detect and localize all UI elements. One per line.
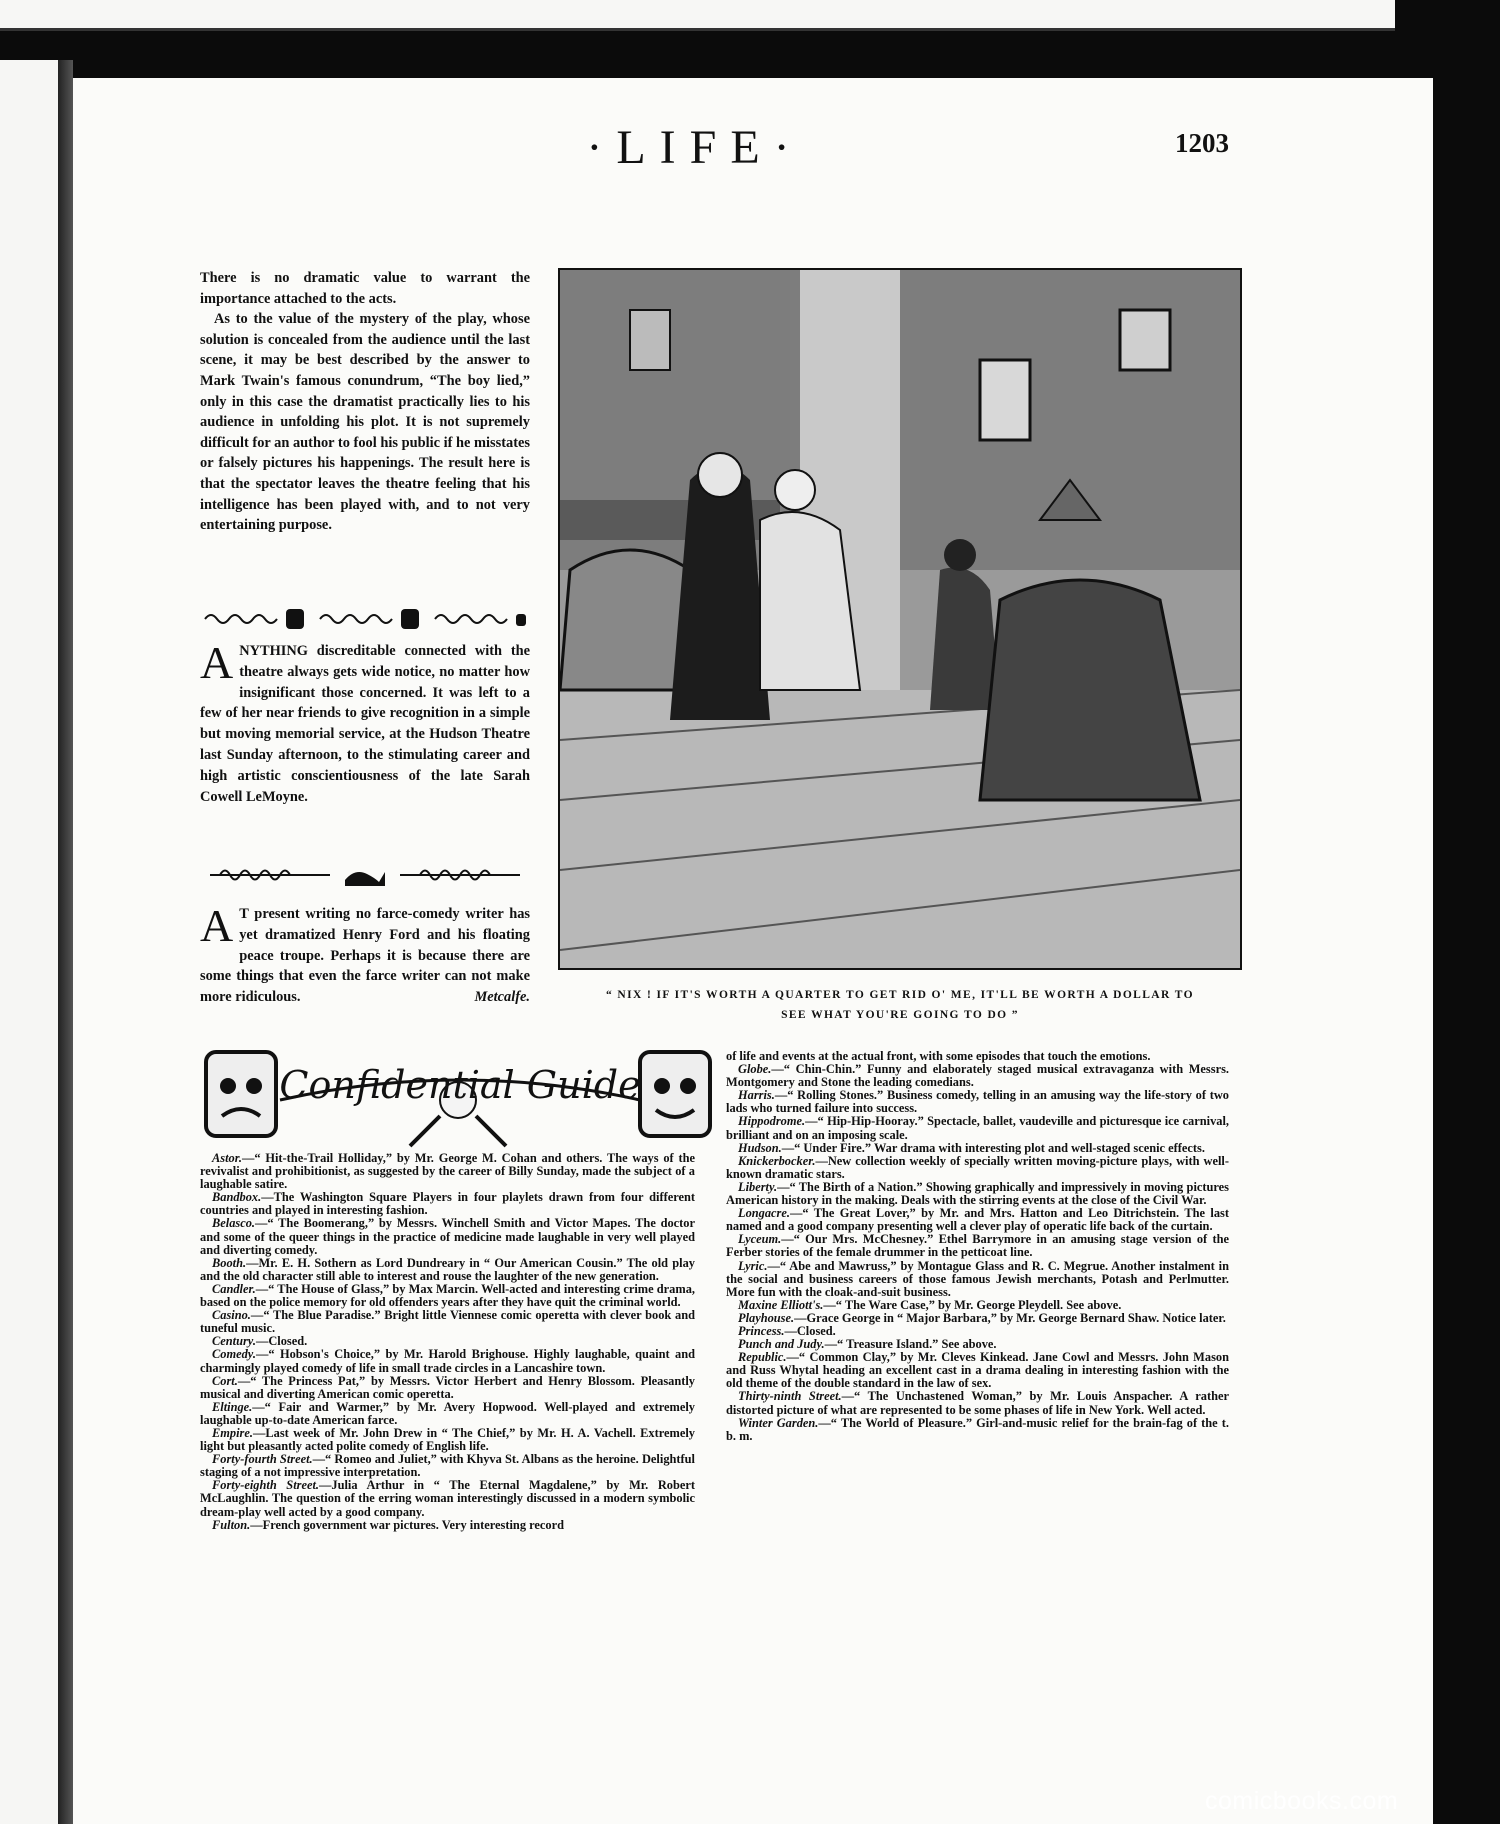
theatre-name: Empire. — [212, 1425, 253, 1440]
entry-text: —“ The Blue Paradise.” Bright little Viennese comic operetta with clever book and tuneful music. — [200, 1308, 695, 1336]
review-paragraph: As to the value of the mystery of the play, whose solution is concealed from the audience until the last scene, it may be best described by the answer to Mark Twain's famous conundrum, “The boy lied,” only in this case the dramatist practically lies to his audience in unfolding his plot. It is not supremely difficult for an author to fool his public if he misstates or falsely pictures his happenings. The result here is that the spectator leaves the theatre feeling that his intelligence has been played with, and to not very entertaining purpose. — [200, 311, 530, 534]
page-number: 1203 — [1175, 128, 1229, 158]
entry-text: —New collection weekly of specially written moving-picture plays, with well-known dramatic stars. — [726, 1153, 1229, 1181]
entry-text: —“ Common Clay,” by Mr. Cleves Kinkead. Jane Cowl and Messrs. John Mason and Russ Whytal heading an excellent cast in a drama dealing in interesting fashion with the old theme of the double standard in the law of sex. — [726, 1350, 1229, 1391]
guide-entry — [726, 1417, 1229, 1443]
theatre-name: Winter Garden. — [738, 1415, 819, 1430]
news-item-body: T present writing no farce-comedy writer has yet dramatized Henry Ford and his floating peace troupe. Perhaps it is because there are some things that even the farce writer can not make more ridiculous. — [200, 906, 530, 1006]
entry-text: —Closed. — [784, 1323, 836, 1338]
entry-text: —“ The Princess Pat,” by Messrs. Victor Herbert and Henry Blossom. Pleasantly musical and diverting American comic operetta. — [200, 1373, 695, 1401]
theatre-name: Hippodrome. — [738, 1114, 806, 1129]
news-item-text: NYTHING discreditable connected with the theatre always gets wide notice, no matter how insignificant those concerned. It was left to a few of her near friends to give recognition in a simple but moving memorial service, at the Hudson Theatre last Sunday afternoon, to the stimulating career and high artistic conscientiousness of the late Sarah Cowell LeMoyne. — [200, 643, 530, 805]
review-column — [200, 268, 530, 536]
theatre-name: Booth. — [212, 1255, 247, 1270]
entry-text: —“ The Unchastened Woman,” by Mr. Louis Anspacher. A rather distorted picture of what are represented to be some phases of life in New York. Well acted. — [726, 1389, 1229, 1417]
entry-text: —“ The Birth of a Nation.” Showing graphically and impressively in moving pictures American history in the making. Deals with the stirring events at the close of the Civil War. — [726, 1179, 1229, 1208]
theatre-name: Princess. — [738, 1323, 785, 1338]
entry-text: —“ Chin-Chin.” Funny and elaborately staged musical extravaganza with Messrs. Montgomery and Stone the leading comedians. — [726, 1062, 1229, 1090]
guide-entry-continuation: of life and events at the actual front, with some episodes that touch the emotions. — [726, 1049, 1151, 1063]
theatre-name: Lyric. — [738, 1258, 768, 1273]
illustration-caption — [560, 985, 1240, 1025]
entry-text: —“ The House of Glass,” by Max Marcin. Well-acted and interesting crime drama, based on the police memory for old offenders years after they have quit the criminal world. — [200, 1281, 695, 1310]
guide-entry — [726, 1207, 1229, 1233]
guide-entry — [726, 1181, 1229, 1207]
guide-entry — [200, 1401, 695, 1427]
entry-text: —“ The World of Pleasure.” Girl-and-music relief for the brain-fag of the t. b. m. — [726, 1415, 1229, 1443]
theatre-name: Liberty. — [738, 1179, 778, 1194]
guide-entry — [200, 1375, 695, 1401]
theatre-name: Candler. — [212, 1281, 256, 1296]
entry-text: —“ Our Mrs. McChesney.” Ethel Barrymore in an amusing stage version of the Ferber stories of the female drummer in the petticoat line. — [726, 1232, 1229, 1260]
entry-text: —French government war pictures. Very interesting record — [250, 1517, 564, 1532]
theatre-name: Knickerbocker. — [738, 1153, 816, 1168]
gutter-shadow — [58, 60, 73, 1824]
guide-entry — [200, 1348, 695, 1374]
guide-entry — [726, 1233, 1229, 1259]
entry-text: —“ Fair and Warmer,” by Mr. Avery Hopwood. Well-played and extremely laughable up-to-date American farce. — [200, 1399, 695, 1427]
theatre-name: Longacre. — [738, 1206, 790, 1221]
guide-entry — [200, 1453, 695, 1479]
guide-column-left — [200, 1152, 695, 1532]
guide-entry — [200, 1257, 695, 1283]
guide-column-right — [726, 1050, 1229, 1443]
guide-entry — [200, 1152, 695, 1191]
entry-text: —Last week of Mr. John Drew in “ The Chief,” by Mr. H. A. Vachell. Extremely light but pleasantly acted polite comedy of English life. — [200, 1425, 695, 1454]
guide-entry — [200, 1283, 695, 1309]
review-paragraph: There is no dramatic value to warrant the importance attached to the acts. — [200, 270, 530, 307]
guide-entry — [200, 1519, 695, 1532]
entry-text: —“ Hobson's Choice,” by Mr. Harold Brighouse. Highly laughable, quaint and charmingly played comedy of life in small trade circles in a Lancashire town. — [200, 1347, 695, 1375]
news-item-farce — [200, 900, 530, 1008]
entry-text: —“ Hip-Hip-Hooray.” Spectacle, ballet, vaudeville and picturesque ice carnival, brilliant and on an imposing scale. — [726, 1114, 1229, 1142]
site-watermark: comicbooks.com — [1205, 1787, 1399, 1815]
guide-entry — [200, 1309, 695, 1335]
theatre-name: Forty-fourth Street. — [212, 1452, 313, 1467]
caption-line: SEE WHAT YOU'RE GOING TO DO ” — [781, 1009, 1019, 1021]
guide-entry — [200, 1191, 695, 1217]
theatre-name: Comedy. — [212, 1347, 256, 1362]
masthead: ·LIFE· — [586, 121, 804, 174]
drop-cap: A — [200, 637, 234, 688]
theatre-name: Harris. — [738, 1088, 775, 1103]
theatre-name: Century. — [212, 1334, 256, 1349]
theatre-name: Casino. — [212, 1308, 251, 1323]
guide-entry — [200, 1479, 695, 1518]
guide-entry — [726, 1390, 1229, 1416]
theatre-name: Eltinge. — [212, 1399, 253, 1414]
confidential-guide-logo — [200, 1040, 720, 1152]
entry-text: —“ The Great Lover,” by Mr. and Mrs. Hatton and Leo Ditrichstein. The last named and a good company presenting well a clever play of operatic life back of the curtain. — [726, 1206, 1229, 1234]
entry-text: —Closed. — [255, 1334, 308, 1349]
entry-text: —The Washington Square Players in four playlets drawn from four different countries and played in interesting fashion. — [200, 1190, 695, 1218]
entry-text: —“ Rolling Stones.” Business comedy, telling in an amusing way the life-story of two lads who turned failure into success. — [726, 1088, 1229, 1116]
cartoon-illustration — [558, 268, 1242, 970]
guide-entry — [726, 1089, 1229, 1115]
theatre-name: Belasco. — [212, 1216, 256, 1231]
theatre-name: Bandbox. — [212, 1190, 262, 1205]
guide-entry — [726, 1115, 1229, 1141]
entry-text: —“ Romeo and Juliet,” with Khyva St. Albans as the heroine. Delightful staging of a not impressive interpretation. — [200, 1452, 695, 1480]
theatre-name: Fulton. — [212, 1517, 251, 1532]
guide-logo-text: Confidential Guide — [279, 1063, 641, 1107]
entry-text: —“ Under Fire.” War drama with interesting plot and well-staged scenic effects. — [781, 1140, 1205, 1155]
news-item-memorial — [200, 637, 530, 807]
guide-entry — [726, 1063, 1229, 1089]
entry-text: —“ The Ware Case,” by Mr. George Pleydell. See above. — [823, 1297, 1122, 1312]
theatre-name: Forty-eighth Street. — [212, 1478, 320, 1493]
theatre-name: Republic. — [738, 1350, 787, 1365]
guide-entry — [200, 1217, 695, 1256]
theatre-name: Playhouse. — [738, 1310, 795, 1325]
news-item-text — [200, 900, 530, 1008]
guide-entry — [726, 1260, 1229, 1299]
theatre-name: Cort. — [212, 1373, 238, 1388]
theatre-name: Globe. — [738, 1062, 772, 1077]
theatre-name: Hudson. — [738, 1140, 782, 1155]
theatre-name: Thirty-ninth Street. — [738, 1389, 842, 1404]
facing-page-edge — [0, 60, 61, 1824]
guide-entry — [200, 1427, 695, 1453]
author-signature: Metcalfe. — [474, 989, 530, 1006]
guide-entry — [726, 1155, 1229, 1181]
drop-cap: A — [200, 900, 234, 951]
guide-entry — [726, 1351, 1229, 1390]
theatre-name: Maxine Elliott's. — [738, 1297, 824, 1312]
previous-page-strip — [0, 0, 1395, 31]
entry-text: —Julia Arthur in “ The Eternal Magdalene,” by Mr. Robert McLaughlin. The question of the erring woman interestingly discussed in a modern symbolic dream-play well acted by a good company. — [200, 1478, 695, 1519]
entry-text: —Grace George in “ Major Barbara,” by Mr. George Bernard Shaw. Notice later. — [794, 1310, 1226, 1325]
entry-text: —“ Abe and Mawruss,” by Montague Glass and R. C. Megrue. Another instalment in the social and business careers of those famous Jewish merchants, Potash and Perlmutter. More fun with the cloak-and-suit business. — [726, 1258, 1229, 1299]
theatre-name: Punch and Judy. — [738, 1337, 825, 1352]
slipper-ornament-divider — [200, 862, 530, 888]
entry-text: —Mr. E. H. Sothern as Lord Dundreary in “ Our American Cousin.” The old play and the old character still able to interest and rouse the laughter of the new generation. — [200, 1255, 695, 1283]
theatre-name: Lyceum. — [738, 1232, 782, 1247]
theatre-name: Astor. — [212, 1151, 242, 1165]
scroll-ornament-divider — [200, 606, 530, 632]
entry-text: —“ Hit-the-Trail Holliday,” by Mr. George M. Cohan and others. The ways of the revivalist and prohibitionist, as suggested by the career of Billy Sunday, made the subject of a laughable satire. — [200, 1151, 695, 1192]
caption-line: “ NIX ! IF IT'S WORTH A QUARTER TO GET RID O' ME, IT'LL BE WORTH A DOLLAR TO — [606, 989, 1194, 1001]
entry-text: —“ Treasure Island.” See above. — [824, 1337, 997, 1352]
entry-text: —“ The Boomerang,” by Messrs. Winchell Smith and Victor Mapes. The doctor and some of the queer things in the practice of medicine made laughable in very well played and diverting comedy. — [200, 1216, 695, 1257]
